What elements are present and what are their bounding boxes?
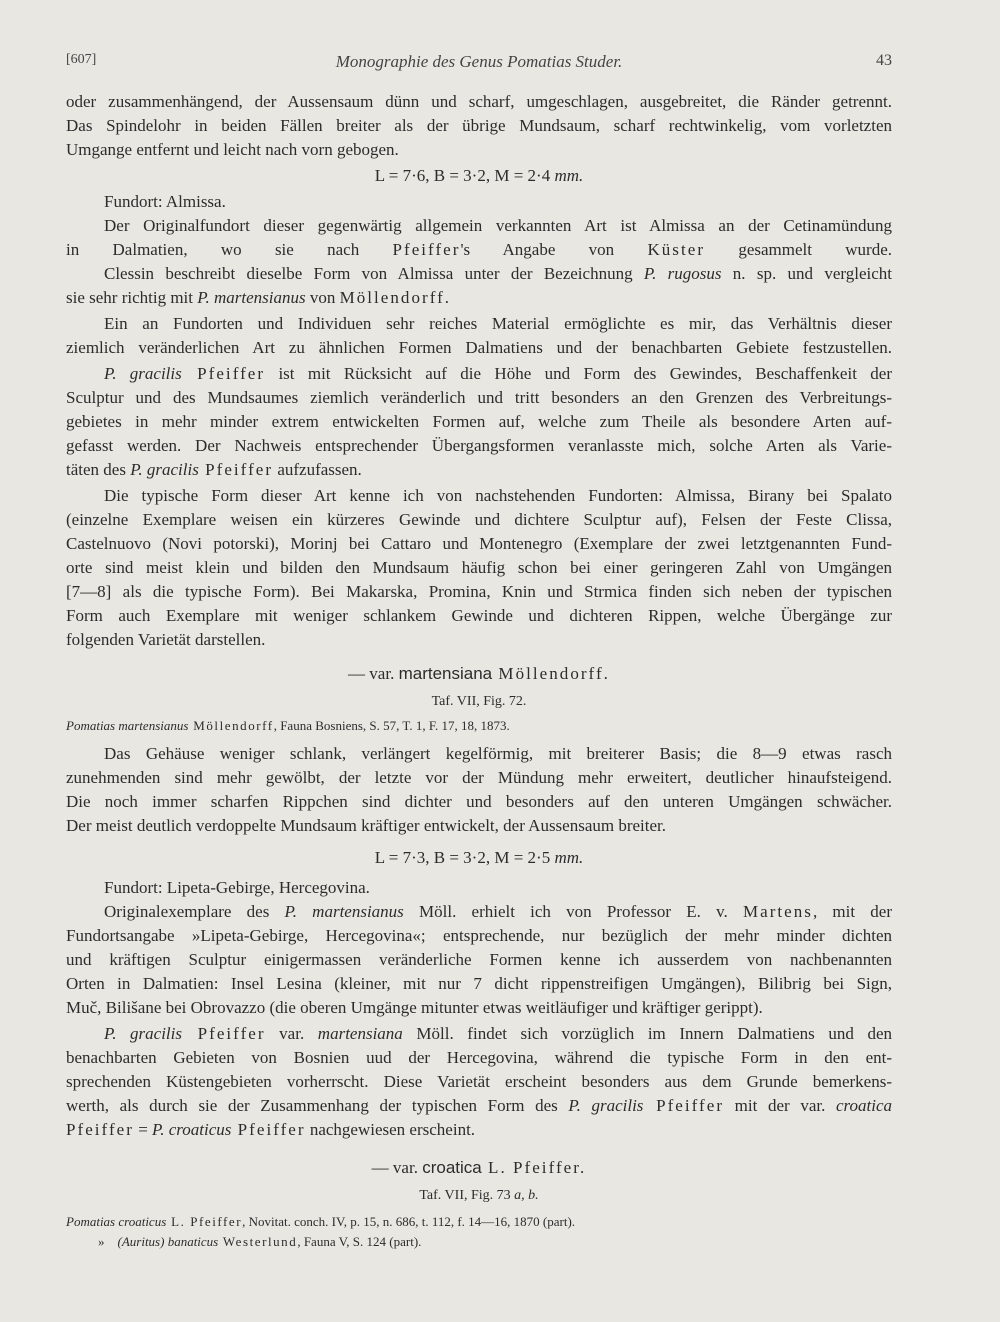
ditto-mark: »	[98, 1234, 105, 1249]
text-line: Die typische Form dieser Art kenne ich von nachstehenden Fundorten: Almissa, Birany bei Spalato	[104, 486, 892, 505]
text-line: (einzelne Exemplare weisen ein kürzeres Gewinde und dichtere Sculptur auf), Felsen der Feste Clissa,	[66, 510, 892, 529]
text-line: Castelnuovo (Novi potorski), Morinj bei Cattaro und Montenegro (Exemplare der zwei letztgenannten Fund-	[66, 534, 892, 553]
author-name: Pfeiffer	[182, 1024, 266, 1043]
author-name: Pfeiffer	[66, 1120, 134, 1139]
text-line	[104, 1022, 892, 1046]
author-name: Pfeiffer	[198, 460, 274, 479]
text-span: , Novitat. conch. IV, p. 15, n. 686, t. 112, f. 14—16, 1870 (part).	[242, 1214, 576, 1229]
unit: mm.	[554, 166, 584, 185]
text-span: werth, als durch sie der Zusammenhang der typischen Form des	[66, 1096, 569, 1115]
author-name: Möllendorff.	[492, 664, 610, 683]
text-line: zunehmenden sind mehr gewölbt, der letzte vor der Mündung mehr erweitert, deutlicher hinaufsteigend.	[66, 768, 892, 787]
text-line: benachbarten Gebieten von Bosnien uud der Hercegovina, während die typische Form in den ent-	[66, 1048, 892, 1067]
text-line	[66, 458, 892, 482]
measurements: L = 7·3, B = 3·2, M = 2·5	[374, 848, 551, 867]
author-name: Pfeiffer	[231, 1120, 306, 1139]
text-line	[104, 262, 892, 286]
bracket-page-number: [607]	[66, 52, 97, 67]
text-line: folgenden Varietät darstellen.	[66, 630, 266, 649]
locality-line: Fundort: Almissa.	[104, 192, 226, 211]
variety-name: croatica	[835, 1096, 892, 1115]
text-line: Muč, Bilišane bei Obrovazzo (die oberen Umgänge mitunter etwas weitläufiger und kräftiger gerippt).	[66, 998, 763, 1017]
author-name: L. Pfeiffer	[166, 1214, 243, 1229]
species-name: P. gracilis	[104, 1024, 182, 1043]
species-name: P. croaticus	[152, 1120, 232, 1139]
text-span: aufzufassen.	[273, 460, 362, 479]
text-line: Die noch immer scharfen Rippchen sind dichter und besonders auf den unteren Umgängen schwächer.	[66, 792, 892, 811]
species-name: P. gracilis	[130, 460, 199, 479]
author-name: Martens	[742, 902, 813, 921]
author-name: Möllendorff	[188, 718, 274, 733]
locality-line: Fundort: Lipeta-Gebirge, Hercegovina.	[104, 878, 370, 897]
text-span: von	[305, 288, 340, 307]
running-title: Monographie des Genus Pomatias Studer.	[335, 52, 623, 71]
author-name: Pfeiffer	[643, 1096, 725, 1115]
text-span: 's Angabe von	[460, 240, 648, 259]
measurement-line	[66, 164, 892, 188]
variety-name: croatica	[422, 1158, 482, 1177]
variety-heading	[66, 662, 892, 686]
text-span: ist mit Rücksicht auf die Höhe und Form des Gewindes, Beschaffenkeit der	[265, 364, 892, 383]
text-span: sie sehr richtig mit	[66, 288, 198, 307]
text-line: Der meist deutlich verdoppelte Mundsaum kräftiger entwickelt, der Aussensaum breiter.	[66, 816, 667, 835]
text-span: mit der var.	[724, 1096, 836, 1115]
variety-heading	[66, 1156, 892, 1180]
author-name: Westerlund	[218, 1234, 298, 1249]
text-span: Originalexemplare des	[104, 902, 285, 921]
text-line	[66, 1094, 892, 1118]
measurements: L = 7·6, B = 3·2, M = 2·4	[374, 166, 551, 185]
text-line: Form auch Exemplare mit weniger schlankem Gewinde und dichteren Rippen, welche Übergänge zur	[66, 606, 892, 625]
species-name: P. martensianus	[284, 902, 404, 921]
text-span: — var.	[371, 1158, 423, 1177]
text-line: sprechenden Küstengebieten vorherrscht. Diese Varietät erscheint besonders aus dem Grunde bemerkens-	[66, 1072, 892, 1091]
text-span: , Fauna V, S. 124 (part).	[297, 1234, 422, 1249]
citation-line	[66, 714, 892, 738]
text-line	[66, 286, 892, 310]
author-name: Pfeiffer	[181, 364, 266, 383]
variety-name: martensiana	[398, 664, 493, 683]
text-line: oder zusammenhängend, der Aussensaum dünn und scharf, umgeschlagen, ausgebreitet, die Ränder getrennt.	[66, 92, 892, 111]
plate-reference	[66, 1184, 892, 1208]
text-line: orte sind meist klein und bilden den Mundsaum häufig schon bei einer geringeren Zahl von Umgängen	[66, 558, 892, 577]
text-line: Orten in Dalmatien: Insel Lesina (kleiner, mit nur 7 dicht rippenstreifigen Umgängen), Bilibrig bei Sign,	[66, 974, 892, 993]
text-span: — var.	[348, 664, 399, 683]
text-line	[104, 900, 892, 924]
text-span: Möll. erhielt ich von Professor E. v.	[403, 902, 743, 921]
text-span: n. sp. und vergleicht	[721, 264, 893, 283]
species-name: Pomatias martensianus	[66, 718, 189, 733]
author-name: Küster	[647, 240, 706, 259]
text-span: täten des	[66, 460, 131, 479]
author-name: Pfeiffer	[392, 240, 461, 259]
unit: mm.	[554, 848, 584, 867]
text-line: Fundortsangabe »Lipeta-Gebirge, Hercegovina«; entsprechende, nur bezüglich der mehr minder dichten	[66, 926, 892, 945]
figure-letters: a, b.	[514, 1188, 539, 1203]
running-header	[66, 52, 892, 74]
text-span: nachgewiesen erscheint.	[305, 1120, 476, 1139]
text-line: und kräftigen Sculptur einigermassen veränderliche Formen kenne ich ausserdem von nachbenannten	[66, 950, 892, 969]
text-line: Sculptur und des Mundsaumes ziemlich veränderlich und tritt besonders an den Grenzen des Verbreitungs-	[66, 388, 892, 407]
species-name: (Auritus) banaticus	[117, 1234, 219, 1249]
text-line: [7—8] als die typische Form). Bei Makarska, Promina, Knin und Strmica finden sich neben der typischen	[66, 582, 892, 601]
text-span: in Dalmatien, wo sie nach	[66, 240, 393, 259]
text-line: Der Originalfundort dieser gegenwärtig allgemein verkannten Art ist Almissa an der Cetinamündung	[104, 216, 892, 235]
author-name: Möllendorff.	[339, 288, 452, 307]
text-line	[66, 238, 892, 262]
species-name: P. gracilis	[104, 364, 182, 383]
measurement-line	[66, 846, 892, 870]
text-line: Ein an Fundorten und Individuen sehr reiches Material ermöglichte es mir, das Verhältnis dieser	[104, 314, 892, 333]
text-line: gefasst werden. Der Nachweis entsprechender Übergangsformen veranlasste mich, solche Arten als Varie-	[66, 436, 892, 455]
species-name: Pomatias croaticus	[66, 1214, 167, 1229]
text-span: , Fauna Bosniens, S. 57, T. 1, F. 17, 18, 1873.	[273, 718, 510, 733]
species-name: P. rugosus	[643, 264, 722, 283]
text-span: Taf. VII, Fig. 73	[419, 1188, 515, 1203]
text-line	[66, 1118, 892, 1142]
species-name: P. gracilis	[568, 1096, 644, 1115]
variety-name: martensiana	[317, 1024, 403, 1043]
text-line	[104, 362, 892, 386]
page-number: 43	[876, 52, 892, 69]
text-span: gesammelt wurde.	[705, 240, 892, 259]
citation-line	[98, 1230, 798, 1254]
text-span: Clessin beschreibt dieselbe Form von Almissa unter der Bezeichnung	[104, 264, 644, 283]
text-line: gebietes in mehr minder extrem entwickelten Formen auf, welche zum Theile als besondere Arten auf-	[66, 412, 892, 431]
text-span: Möll. findet sich vorzüglich im Innern Dalmatiens und den	[402, 1024, 893, 1043]
text-line: Das Spindelohr in beiden Fällen breiter als der übrige Mundsaum, scharf rechtwinkelig, vom vorletzten	[66, 116, 892, 135]
text-span: var.	[265, 1024, 318, 1043]
text-span: , mit der	[812, 902, 892, 921]
text-line: Das Gehäuse weniger schlank, verlängert kegelförmig, mit breiterer Basis; die 8—9 etwas rasch	[104, 744, 892, 763]
text-span: =	[133, 1120, 153, 1139]
species-name: P. martensianus	[197, 288, 306, 307]
author-name: L. Pfeiffer.	[481, 1158, 587, 1177]
plate-reference: Taf. VII, Fig. 72.	[431, 694, 527, 709]
text-line: Umgange entfernt und leicht nach vorn gebogen.	[66, 140, 399, 159]
text-line: ziemlich veränderlichen Art zu ähnlichen Formen Dalmatiens und der benachbarten Gebiete festzustellen.	[66, 338, 892, 357]
